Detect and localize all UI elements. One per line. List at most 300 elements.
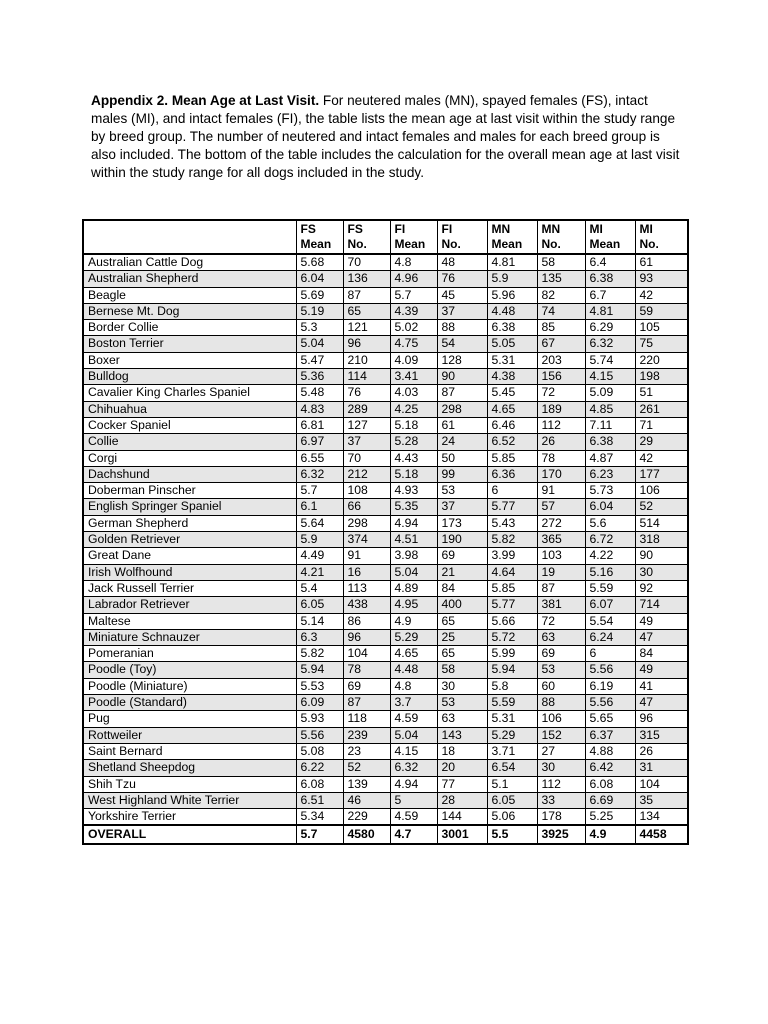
cell-breed: Rottweiler: [83, 727, 296, 743]
cell-fi-no: 58: [437, 662, 487, 678]
cell-mn-no: 170: [537, 466, 585, 482]
cell-fi-mean: 4.59: [390, 809, 437, 826]
cell-mi-mean: 6.72: [585, 532, 635, 548]
cell-mn-mean: 5.43: [487, 515, 537, 531]
cell-mi-no: 106: [635, 483, 688, 499]
cell-mn-no: 27: [537, 743, 585, 759]
overall-row: [83, 825, 688, 844]
cell-breed: Cocker Spaniel: [83, 417, 296, 433]
cell-mn-no: 156: [537, 369, 585, 385]
cell-mi-mean: 6.4: [585, 254, 635, 271]
caption-text: For neutered males (MN), spayed females (FS), intact males (MI), and intact females (FI), the table lists the mean age at last visit within the study range by breed group. The number of neutered and intact females and males for each breed group is also included. The bottom of the table includes the calculation for the overall mean age at last visit within the study range for all dogs included in the study.: [91, 93, 680, 181]
cell-mi-no: 105: [635, 320, 688, 336]
cell-mi-no: 75: [635, 336, 688, 352]
column-header-mn-mean-group: MN: [491, 222, 511, 236]
cell-fi-no: 20: [437, 760, 487, 776]
cell-fs-mean: 6.08: [296, 776, 343, 792]
cell-fs-mean: 5.4: [296, 580, 343, 596]
cell-mn-no: 53: [537, 662, 585, 678]
cell-mi-mean: 6.37: [585, 727, 635, 743]
cell-fi-mean: 6.32: [390, 760, 437, 776]
cell-fi-no: 87: [437, 385, 487, 401]
cell-fi-no: 18: [437, 743, 487, 759]
cell-mn-mean: 4.65: [487, 401, 537, 417]
table-row: [83, 515, 688, 531]
cell-fs-no: 70: [343, 254, 390, 271]
cell-mi-no: 177: [635, 466, 688, 482]
cell-breed: German Shepherd: [83, 515, 296, 531]
cell-mn-mean: 4.64: [487, 564, 537, 580]
cell-mn-mean: 5.66: [487, 613, 537, 629]
cell-mi-mean: 6.7: [585, 287, 635, 303]
table-row: [83, 662, 688, 678]
overall-fi-no: 3001: [437, 825, 487, 844]
table-body: [83, 254, 688, 825]
cell-breed: Jack Russell Terrier: [83, 580, 296, 596]
cell-mi-no: 42: [635, 287, 688, 303]
cell-fs-no: 114: [343, 369, 390, 385]
cell-mi-no: 49: [635, 662, 688, 678]
overall-mi-no: 4458: [635, 825, 688, 844]
cell-mi-mean: 4.81: [585, 303, 635, 319]
cell-fi-mean: 4.89: [390, 580, 437, 596]
cell-mn-no: 91: [537, 483, 585, 499]
cell-fs-mean: 4.83: [296, 401, 343, 417]
cell-mn-mean: 5.85: [487, 450, 537, 466]
cell-fs-no: 46: [343, 792, 390, 808]
cell-fi-mean: 4.43: [390, 450, 437, 466]
cell-fs-mean: 5.04: [296, 336, 343, 352]
cell-mi-no: 96: [635, 711, 688, 727]
cell-fs-no: 86: [343, 613, 390, 629]
cell-mn-no: 30: [537, 760, 585, 776]
cell-mi-mean: 6.23: [585, 466, 635, 482]
cell-fi-mean: 4.8: [390, 678, 437, 694]
cell-fs-no: 16: [343, 564, 390, 580]
cell-mn-mean: 5.06: [487, 809, 537, 826]
cell-fi-mean: 5.02: [390, 320, 437, 336]
cell-fs-no: 96: [343, 629, 390, 645]
cell-fs-no: 69: [343, 678, 390, 694]
cell-fs-no: 212: [343, 466, 390, 482]
column-header-mn-no-stat: No.: [541, 237, 561, 251]
cell-fs-mean: 6.55: [296, 450, 343, 466]
column-header-mn-no: [537, 220, 585, 254]
cell-mi-mean: 4.22: [585, 548, 635, 564]
cell-mn-mean: 4.38: [487, 369, 537, 385]
cell-fs-no: 289: [343, 401, 390, 417]
table-row: [83, 695, 688, 711]
overall-mi-mean: 4.9: [585, 825, 635, 844]
cell-fi-no: 37: [437, 303, 487, 319]
cell-mn-no: 57: [537, 499, 585, 515]
cell-mn-no: 272: [537, 515, 585, 531]
cell-fi-mean: 4.65: [390, 646, 437, 662]
cell-fi-mean: 5: [390, 792, 437, 808]
cell-mn-no: 78: [537, 450, 585, 466]
table-row: [83, 417, 688, 433]
cell-fi-no: 77: [437, 776, 487, 792]
cell-fi-mean: 3.98: [390, 548, 437, 564]
cell-mi-no: 514: [635, 515, 688, 531]
cell-fi-mean: 5.7: [390, 287, 437, 303]
cell-fs-no: 121: [343, 320, 390, 336]
table-row: [83, 629, 688, 645]
table-row: [83, 613, 688, 629]
cell-fs-mean: 6.05: [296, 597, 343, 613]
cell-fs-mean: 5.48: [296, 385, 343, 401]
cell-mn-mean: 6.52: [487, 434, 537, 450]
cell-fi-no: 99: [437, 466, 487, 482]
cell-fi-mean: 4.93: [390, 483, 437, 499]
cell-mi-no: 84: [635, 646, 688, 662]
cell-fs-no: 87: [343, 287, 390, 303]
table-row: [83, 548, 688, 564]
cell-mi-no: 104: [635, 776, 688, 792]
cell-mn-mean: 5.1: [487, 776, 537, 792]
cell-fs-mean: 6.1: [296, 499, 343, 515]
overall-mn-mean: 5.5: [487, 825, 537, 844]
cell-mi-mean: 6.38: [585, 434, 635, 450]
cell-mi-no: 47: [635, 695, 688, 711]
cell-fs-no: 239: [343, 727, 390, 743]
cell-mi-no: 61: [635, 254, 688, 271]
cell-fi-no: 54: [437, 336, 487, 352]
cell-mn-no: 365: [537, 532, 585, 548]
cell-mn-mean: 5.77: [487, 597, 537, 613]
cell-breed: Collie: [83, 434, 296, 450]
cell-mn-mean: 5.31: [487, 711, 537, 727]
cell-fi-no: 21: [437, 564, 487, 580]
cell-mi-no: 315: [635, 727, 688, 743]
cell-fs-mean: 5.36: [296, 369, 343, 385]
cell-fi-mean: 5.18: [390, 466, 437, 482]
cell-fs-mean: 5.34: [296, 809, 343, 826]
cell-fs-mean: 5.82: [296, 646, 343, 662]
column-header-fi-mean-group: FI: [394, 222, 406, 236]
cell-breed: Bulldog: [83, 369, 296, 385]
cell-mn-no: 60: [537, 678, 585, 694]
cell-fs-mean: 5.7: [296, 483, 343, 499]
caption-title: Appendix 2. Mean Age at Last Visit.: [91, 93, 320, 108]
cell-mi-mean: 6.08: [585, 776, 635, 792]
cell-mi-mean: 6.29: [585, 320, 635, 336]
cell-fs-mean: 5.93: [296, 711, 343, 727]
cell-mn-mean: 6: [487, 483, 537, 499]
cell-mn-no: 135: [537, 271, 585, 287]
cell-fs-mean: 5.9: [296, 532, 343, 548]
cell-fs-no: 70: [343, 450, 390, 466]
column-header-mn-no-group: MN: [541, 222, 561, 236]
table-row: [83, 483, 688, 499]
cell-mi-mean: 5.65: [585, 711, 635, 727]
cell-fi-no: 173: [437, 515, 487, 531]
cell-fi-mean: 4.15: [390, 743, 437, 759]
cell-fi-no: 61: [437, 417, 487, 433]
cell-mn-no: 85: [537, 320, 585, 336]
cell-breed: Golden Retriever: [83, 532, 296, 548]
cell-fs-no: 118: [343, 711, 390, 727]
cell-fs-mean: 6.3: [296, 629, 343, 645]
cell-fi-no: 30: [437, 678, 487, 694]
cell-fi-no: 63: [437, 711, 487, 727]
table-row: [83, 597, 688, 613]
cell-mi-mean: 4.85: [585, 401, 635, 417]
column-header-fi-no: [437, 220, 487, 254]
cell-fs-mean: 5.68: [296, 254, 343, 271]
column-header-breed: [83, 220, 296, 254]
cell-mi-no: 49: [635, 613, 688, 629]
cell-mn-no: 26: [537, 434, 585, 450]
cell-mn-no: 19: [537, 564, 585, 580]
cell-mi-mean: 4.15: [585, 369, 635, 385]
cell-fs-mean: 4.21: [296, 564, 343, 580]
cell-mi-no: 29: [635, 434, 688, 450]
table-row: [83, 450, 688, 466]
cell-mn-mean: 6.36: [487, 466, 537, 482]
cell-fi-mean: 4.95: [390, 597, 437, 613]
cell-mn-no: 88: [537, 695, 585, 711]
cell-fi-mean: 5.28: [390, 434, 437, 450]
column-header-mi-mean-stat: Mean: [589, 237, 621, 251]
table-row: [83, 711, 688, 727]
cell-mn-mean: 4.81: [487, 254, 537, 271]
cell-fi-mean: 4.09: [390, 352, 437, 368]
cell-mn-mean: 5.9: [487, 271, 537, 287]
cell-fs-no: 87: [343, 695, 390, 711]
column-header-mi-mean-group: MI: [589, 222, 603, 236]
cell-mi-no: 134: [635, 809, 688, 826]
cell-breed: Bernese Mt. Dog: [83, 303, 296, 319]
cell-fi-mean: 4.39: [390, 303, 437, 319]
cell-fi-no: 88: [437, 320, 487, 336]
column-header-fs-mean-stat: Mean: [300, 237, 332, 251]
cell-mn-no: 152: [537, 727, 585, 743]
cell-mn-mean: 6.05: [487, 792, 537, 808]
cell-mn-mean: 5.96: [487, 287, 537, 303]
cell-fs-no: 52: [343, 760, 390, 776]
cell-fi-no: 53: [437, 695, 487, 711]
cell-mi-mean: 5.6: [585, 515, 635, 531]
cell-fi-mean: 4.94: [390, 515, 437, 531]
cell-mn-no: 69: [537, 646, 585, 662]
cell-breed: Miniature Schnauzer: [83, 629, 296, 645]
cell-fi-no: 24: [437, 434, 487, 450]
cell-fi-mean: 4.94: [390, 776, 437, 792]
cell-mi-no: 47: [635, 629, 688, 645]
cell-fs-mean: 6.51: [296, 792, 343, 808]
cell-fi-mean: 5.29: [390, 629, 437, 645]
cell-mn-no: 103: [537, 548, 585, 564]
cell-mi-mean: 6.32: [585, 336, 635, 352]
caption-paragraph: [91, 92, 687, 182]
cell-fs-no: 438: [343, 597, 390, 613]
cell-fi-no: 190: [437, 532, 487, 548]
cell-mi-no: 30: [635, 564, 688, 580]
cell-fs-no: 298: [343, 515, 390, 531]
cell-mn-no: 67: [537, 336, 585, 352]
cell-breed: Poodle (Standard): [83, 695, 296, 711]
cell-fi-mean: 4.96: [390, 271, 437, 287]
cell-mn-no: 189: [537, 401, 585, 417]
cell-mi-mean: 5.16: [585, 564, 635, 580]
cell-fi-no: 128: [437, 352, 487, 368]
table-row: [83, 792, 688, 808]
cell-mn-no: 178: [537, 809, 585, 826]
cell-fs-mean: 5.64: [296, 515, 343, 531]
cell-fs-mean: 6.09: [296, 695, 343, 711]
cell-fs-mean: 5.08: [296, 743, 343, 759]
column-header-fi-no-stat: No.: [441, 237, 461, 251]
cell-fi-mean: 4.25: [390, 401, 437, 417]
cell-fi-no: 143: [437, 727, 487, 743]
overall-fs-no: 4580: [343, 825, 390, 844]
cell-mi-no: 90: [635, 548, 688, 564]
cell-mn-mean: 5.29: [487, 727, 537, 743]
cell-mi-mean: 6.38: [585, 271, 635, 287]
table-row: [83, 320, 688, 336]
cell-fs-no: 78: [343, 662, 390, 678]
cell-mn-no: 63: [537, 629, 585, 645]
cell-mi-no: 318: [635, 532, 688, 548]
cell-fs-no: 113: [343, 580, 390, 596]
cell-fs-mean: 5.3: [296, 320, 343, 336]
cell-mi-mean: 5.25: [585, 809, 635, 826]
cell-mn-mean: 5.45: [487, 385, 537, 401]
cell-breed: Dachshund: [83, 466, 296, 482]
cell-fi-no: 400: [437, 597, 487, 613]
overall-fi-mean: 4.7: [390, 825, 437, 844]
cell-mi-no: 26: [635, 743, 688, 759]
cell-mn-mean: 3.71: [487, 743, 537, 759]
table-row: [83, 254, 688, 271]
table-row: [83, 499, 688, 515]
cell-fi-no: 53: [437, 483, 487, 499]
cell-breed: Shih Tzu: [83, 776, 296, 792]
table-row: [83, 646, 688, 662]
cell-fi-no: 45: [437, 287, 487, 303]
cell-fs-mean: 5.56: [296, 727, 343, 743]
cell-fi-mean: 5.35: [390, 499, 437, 515]
cell-breed: Doberman Pinscher: [83, 483, 296, 499]
cell-mn-mean: 5.31: [487, 352, 537, 368]
table-row: [83, 580, 688, 596]
table-row: [83, 385, 688, 401]
cell-fi-no: 48: [437, 254, 487, 271]
cell-mn-no: 82: [537, 287, 585, 303]
cell-breed: Poodle (Miniature): [83, 678, 296, 694]
table-header-row: [83, 220, 688, 254]
column-header-fi-mean-stat: Mean: [394, 237, 426, 251]
cell-mi-no: 51: [635, 385, 688, 401]
cell-fs-mean: 6.04: [296, 271, 343, 287]
cell-mi-no: 220: [635, 352, 688, 368]
cell-mi-mean: 5.09: [585, 385, 635, 401]
cell-fs-no: 374: [343, 532, 390, 548]
column-header-fs-no-stat: No.: [347, 237, 367, 251]
cell-mn-no: 72: [537, 613, 585, 629]
table-row: [83, 678, 688, 694]
cell-mn-mean: 5.99: [487, 646, 537, 662]
cell-mn-mean: 5.77: [487, 499, 537, 515]
cell-fs-mean: 6.97: [296, 434, 343, 450]
column-header-mi-mean: [585, 220, 635, 254]
cell-fi-no: 25: [437, 629, 487, 645]
cell-breed: Australian Cattle Dog: [83, 254, 296, 271]
cell-fi-mean: 3.7: [390, 695, 437, 711]
table-row: [83, 336, 688, 352]
cell-mn-mean: 5.82: [487, 532, 537, 548]
cell-mn-mean: 6.38: [487, 320, 537, 336]
column-header-fi-mean: [390, 220, 437, 254]
table-row: [83, 743, 688, 759]
cell-breed: Boxer: [83, 352, 296, 368]
cell-fs-mean: 4.49: [296, 548, 343, 564]
cell-fi-no: 69: [437, 548, 487, 564]
cell-breed: Great Dane: [83, 548, 296, 564]
table-row: [83, 564, 688, 580]
cell-mi-mean: 6.24: [585, 629, 635, 645]
cell-breed: Pomeranian: [83, 646, 296, 662]
table-row: [83, 466, 688, 482]
cell-mn-no: 112: [537, 776, 585, 792]
cell-fi-mean: 5.04: [390, 727, 437, 743]
cell-fi-mean: 3.41: [390, 369, 437, 385]
cell-breed: Chihuahua: [83, 401, 296, 417]
overall-fs-mean: 5.7: [296, 825, 343, 844]
cell-mn-mean: 6.46: [487, 417, 537, 433]
cell-fi-no: 144: [437, 809, 487, 826]
table-row: [83, 760, 688, 776]
cell-fs-mean: 5.47: [296, 352, 343, 368]
cell-fs-no: 229: [343, 809, 390, 826]
cell-mn-mean: 5.05: [487, 336, 537, 352]
table-row: [83, 434, 688, 450]
cell-breed: Yorkshire Terrier: [83, 809, 296, 826]
cell-mn-mean: 5.94: [487, 662, 537, 678]
cell-mi-mean: 6.42: [585, 760, 635, 776]
cell-fs-no: 76: [343, 385, 390, 401]
cell-mn-no: 33: [537, 792, 585, 808]
cell-mn-no: 58: [537, 254, 585, 271]
table-row: [83, 532, 688, 548]
cell-mn-mean: 5.59: [487, 695, 537, 711]
cell-mi-mean: 5.54: [585, 613, 635, 629]
cell-breed: Corgi: [83, 450, 296, 466]
cell-fs-mean: 6.32: [296, 466, 343, 482]
cell-mi-no: 31: [635, 760, 688, 776]
cell-mi-no: 52: [635, 499, 688, 515]
cell-mn-no: 74: [537, 303, 585, 319]
cell-mn-no: 112: [537, 417, 585, 433]
cell-breed: Shetland Sheepdog: [83, 760, 296, 776]
table-row: [83, 809, 688, 826]
cell-fs-mean: 5.14: [296, 613, 343, 629]
table-row: [83, 369, 688, 385]
cell-fi-mean: 5.04: [390, 564, 437, 580]
cell-breed: Cavalier King Charles Spaniel: [83, 385, 296, 401]
cell-fs-no: 23: [343, 743, 390, 759]
mean-age-table: [82, 219, 689, 845]
cell-mi-no: 71: [635, 417, 688, 433]
cell-mn-mean: 3.99: [487, 548, 537, 564]
cell-fs-no: 139: [343, 776, 390, 792]
cell-fi-no: 76: [437, 271, 487, 287]
cell-mi-mean: 6.19: [585, 678, 635, 694]
table-row: [83, 271, 688, 287]
cell-mi-mean: 5.56: [585, 662, 635, 678]
cell-mn-mean: 5.85: [487, 580, 537, 596]
